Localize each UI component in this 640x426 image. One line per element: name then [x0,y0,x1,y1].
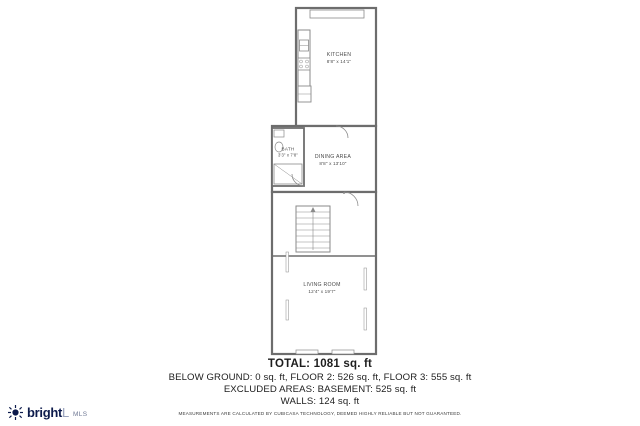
walls-line: WALLS: 124 sq. ft [280,396,360,407]
below-ground-line: BELOW GROUND: 0 sq. ft, FLOOR 2: 526 sq. ft, FLOOR 3: 555 sq. ft [168,372,472,383]
bright-wordmark: brightL [27,405,69,420]
excluded-areas-line: EXCLUDED AREAS: BASEMENT: 525 sq. ft [223,384,417,395]
bright-starburst-icon [8,405,23,420]
total-area-line: TOTAL: 1081 sq. ft [267,358,373,370]
room-label-living-room: LIVING ROOM 12'4" x 19'7" [303,281,341,294]
measurement-disclaimer: MEASUREMENTS ARE CALCULATED BY CUBICASA TECHNOLOGY, DEEMED HIGHLY RELIABLE BUT NOT GUARANTEED. [178,411,462,416]
area-summary [0,358,640,416]
brightmls-logo [8,405,88,420]
room-label-dining-area: DINING AREA 8'8" x 13'10" [314,153,352,166]
mls-wordmark: MLS [72,411,88,418]
room-label-kitchen: KITCHEN 8'8" x 14'1" [326,51,352,64]
room-label-bath: BATH 3'3" x 7'8" [278,146,298,158]
